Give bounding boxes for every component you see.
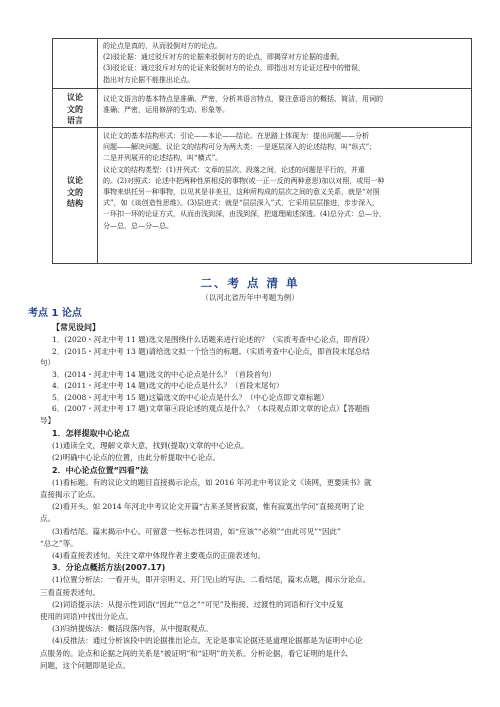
cell-line: 议论文语言的基本特点是准确、严密，分析其语言特点，要注意语言的概括、简洁，用词的	[103, 95, 383, 103]
table-row-divider	[53, 88, 471, 89]
summary-table	[52, 38, 472, 264]
cell-line: 的论点是真的，从而驳倒对方的论点。	[103, 42, 222, 50]
cell-line: 准确、严密，运用修辞的生动、形象等。	[103, 106, 229, 115]
guide-line: (1)位置分析法：一看开头，即开宗明义、开门见山的写法。二看结尾，篇末点题，揭示分论点。	[52, 575, 371, 585]
guide-line: (2)看开头。如 2014 年河北中考议论文开篇“古来圣贤皆寂寞，惟有寂寞出学问”直接亮明了论	[52, 502, 365, 512]
guide-line: “总之”等。	[40, 538, 78, 548]
cell-line: 的。(2)对照式：论述中把两种性质相反的事物(或一正一反的两种意思)加以对照，或用一种	[103, 176, 385, 185]
table-cell-refutation	[103, 41, 465, 86]
guide-line: (1)通读全文，理解文章大意，找到(提取)文章的中心论点。	[52, 441, 249, 451]
cell-line: (2)驳论据：通过驳斥对方的论据来驳倒对方的论点，即揭穿对方论据的虚假。	[103, 53, 344, 62]
table-row-divider	[53, 127, 471, 128]
guide-line: (3)看结尾。篇末揭示中心。可留意一些标志性词语，如“应该”“必须”“由此可见”“因此”	[52, 526, 341, 536]
table-cell-structure	[103, 131, 465, 232]
question-item: 句）	[40, 358, 55, 367]
guide-line: 直接揭示了论点。	[40, 490, 100, 499]
table-label-language	[53, 92, 97, 127]
guide-line: (4)反推法：通过分析该段中的论据推出论点。无论是事实论据还是道理论据都是为证明中心论	[52, 636, 363, 646]
section-title: 二、考 点 清 单	[200, 276, 300, 290]
guide-line: 三看直接表述句。	[40, 587, 100, 597]
guide-heading: 3．分论点概括方法(2007.17)	[52, 563, 166, 573]
cell-line: 指出对方论据不能推出论点。	[103, 75, 194, 84]
table-cell-language	[103, 94, 465, 116]
guide-line: (3)归纳提炼法：概括段落内容，从中提取观点。	[52, 624, 213, 634]
guide-heading: 1．怎样提取中心论点	[52, 429, 130, 438]
guide-line: 点。	[40, 514, 55, 524]
cell-line: 分—总，总—分—总。	[103, 221, 173, 230]
question-item: 1．(2020・河北中考 11 题)选文是围绕什么话题来进行论述的？（实质考查中心论点，即首段）	[52, 335, 374, 344]
question-item: 6．(2007・河北中考 17 题)文章第④段论述的观点是什么？（本段观点即文章的论点）【答题指	[52, 404, 370, 413]
guide-line: 问题，这个问题即是论点。	[40, 660, 130, 670]
cell-line: 议论文的结构类型：(1)并列式：文章的层次、段落之间，论述的问题是平行的，并重	[103, 165, 365, 174]
guide-heading: 2．中心论点位置“四看”法	[52, 465, 149, 475]
guide-line: (1)看标题。有的议论文的题目直接揭示论点，如 2016 年河北中考议论文《读网，更要读书》就	[52, 477, 372, 487]
question-item: 4．(2011・河北中考 14 题)选文的中心论点是什么？（首段末尾句）	[52, 381, 284, 390]
label-line: 语言	[67, 116, 83, 126]
table-divider-vertical	[97, 39, 98, 263]
question-item: 2．(2015・河北中考 13 题)请给选文拟一个恰当的标题。（实质考查中心论点，即首段末尾总结	[52, 346, 370, 356]
common-questions-label: 【常见设问】	[52, 323, 100, 332]
label-line: 议论	[67, 176, 83, 185]
guide-line: (2)明确中心论点的位置，由此分析提取中心论点。	[52, 453, 221, 463]
topic-heading: 考点 1 论点	[28, 308, 82, 319]
cell-line: 式”，如《谈创造性思维》。(3)层进式：就是“层层深入”式，它采用层层推进，步步深入，	[103, 199, 380, 208]
label-line: 议论	[67, 93, 83, 102]
label-line: 结构	[67, 199, 83, 209]
guide-line: 使用的词语)中找出分论点。	[40, 612, 133, 621]
label-line: 文的	[67, 187, 83, 197]
table-label-structure	[53, 175, 97, 210]
question-item: 3．(2014・河北中考 14 题)选文的中心论点是什么？（首段首句）	[52, 369, 277, 379]
cell-line: 问题——解决问题。议论文的结构可分为两大类：一是逐层深入的论述结构，叫“纵式”；	[103, 143, 377, 152]
guide-line: (2)词语提示法：从提示性词语(“因此”“总之”“可见”及衔接、过渡性的词语和行文中反复	[52, 599, 344, 609]
question-item: 导】	[40, 415, 55, 425]
guide-line: 点服务的。论点和论据之间的关系是“被证明”和“证明”的关系。分析论据，看它证明的是什么	[40, 648, 348, 658]
cell-line: 事物来烘托另一种事物，以见其是非美丑，这种所构成的层次之间的意义关系，就是“对照	[103, 187, 380, 196]
cell-line: (3)驳论证：通过驳斥对方的论证来驳倒对方的论点，即指出对方论证过程中的错误，	[103, 64, 365, 73]
cell-line: 一环扣一环的论证方式，从而由浅到深，由浅到深，把道理阐述深透。(4)总分式：总—分，	[103, 210, 386, 219]
question-item: 5．(2008・河北中考 15 题)这篇选文的中心论点是什么？（中心论点即文章标题）	[52, 392, 329, 402]
label-line: 文的	[67, 104, 83, 114]
section-subtitle: （以河北省历年中考题为例）	[201, 293, 299, 302]
cell-line: 二是并列展开的论述结构，叫“横式”。	[103, 154, 223, 163]
cell-line: 议论文的基本结构形式：引论——本论——结论。在思路上体现为：提出问题——分析	[103, 132, 369, 140]
guide-line: (4)看直接表述句。关注文章中体现作者主要观点的正面表述句。	[52, 551, 266, 560]
